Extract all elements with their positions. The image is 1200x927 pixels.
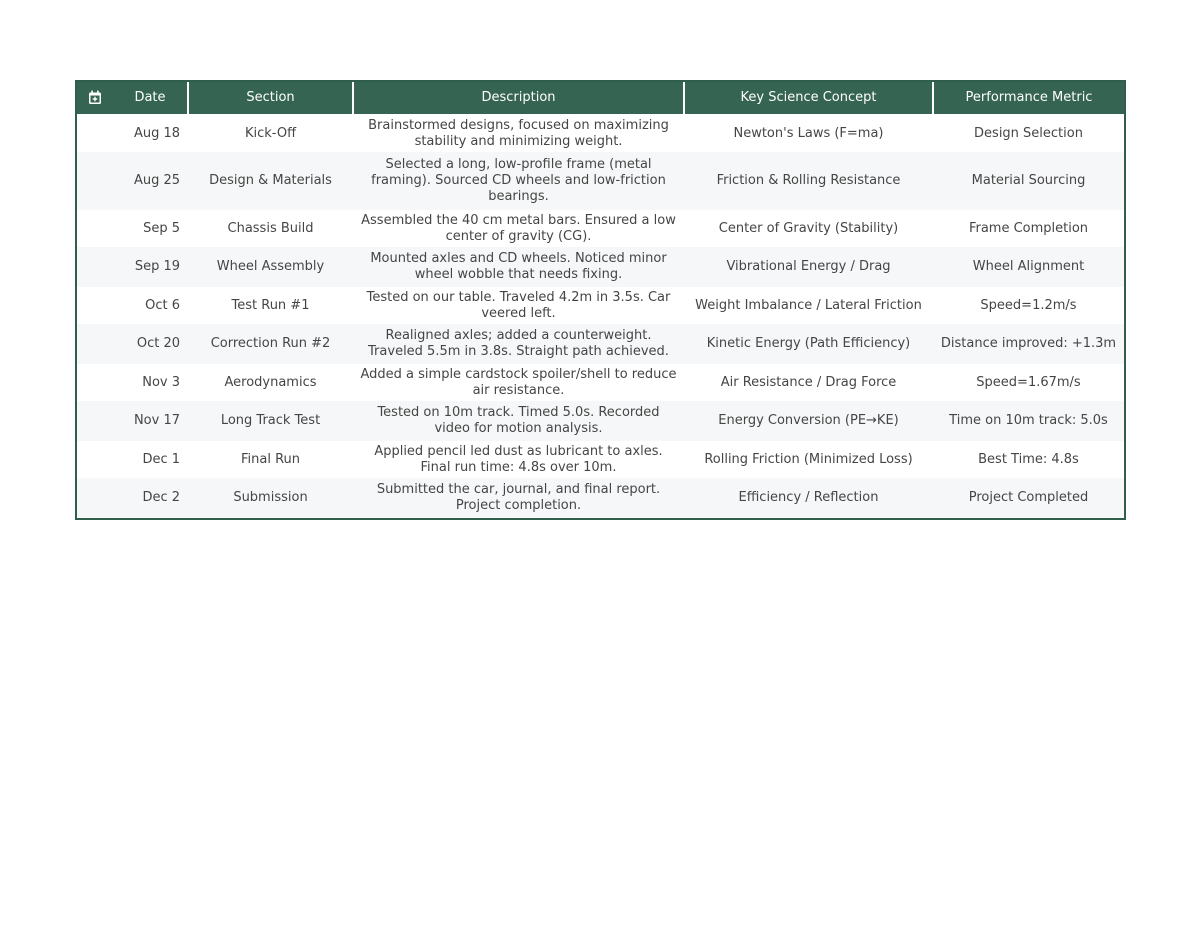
date-cell: Nov 17	[133, 413, 180, 428]
row-spacer-cell	[77, 478, 113, 517]
description-cell: Selected a long, low-profile frame (metal framing). Sourced CD wheels and low-friction bearings.	[371, 157, 666, 204]
metric-cell: Speed=1.2m/s	[980, 297, 1077, 313]
table-header-row	[77, 82, 1124, 115]
date-cell: Oct 20	[136, 336, 180, 351]
table-row	[77, 441, 1124, 478]
description-cell: Tested on our table. Traveled 4.2m in 3.5s. Car veered left.	[366, 289, 671, 321]
date-cell: Aug 18	[133, 126, 180, 142]
header-icon-cell	[77, 82, 113, 115]
table-row	[77, 324, 1124, 364]
column-header-performance-metric: Performance Metric	[933, 82, 1124, 115]
description-cell: Brainstormed designs, focused on maximizing stability and minimizing weight.	[368, 118, 669, 150]
row-spacer-cell	[77, 152, 113, 210]
row-spacer-cell	[77, 401, 113, 441]
concept-cell: Center of Gravity (Stability)	[718, 220, 899, 236]
concept-cell: Vibrational Energy / Drag	[726, 259, 891, 274]
table-row	[77, 401, 1124, 441]
concept-cell: Energy Conversion (PE→KE)	[718, 413, 899, 428]
section-cell: Kick-Off	[244, 126, 297, 142]
description-cell: Mounted axles and CD wheels. Noticed minor wheel wobble that needs fixing.	[370, 251, 667, 282]
table-row	[77, 247, 1124, 287]
metric-cell: Material Sourcing	[971, 173, 1086, 188]
description-cell: Submitted the car, journal, and final report. Project completion.	[376, 481, 661, 513]
section-cell: Aerodynamics	[224, 374, 317, 390]
row-spacer-cell	[77, 287, 113, 324]
table-row	[77, 478, 1124, 517]
section-cell: Correction Run #2	[210, 336, 331, 351]
section-cell: Chassis Build	[227, 220, 314, 236]
calendar-icon	[88, 90, 102, 105]
project-log-table	[77, 82, 1124, 517]
metric-cell: Speed=1.67m/s	[976, 374, 1081, 390]
section-cell: Final Run	[240, 451, 301, 467]
row-spacer-cell	[77, 364, 113, 401]
metric-cell: Distance improved: +1.3m	[940, 336, 1117, 351]
table-row	[77, 287, 1124, 324]
date-cell: Dec 1	[142, 451, 180, 467]
date-cell: Nov 3	[142, 374, 180, 390]
date-cell: Oct 6	[145, 297, 180, 313]
concept-cell: Rolling Friction (Minimized Loss)	[704, 451, 913, 467]
concept-cell: Efficiency / Reflection	[738, 489, 879, 505]
row-spacer-cell	[77, 324, 113, 364]
concept-cell: Air Resistance / Drag Force	[720, 374, 897, 390]
column-header-key-science-concept: Key Science Concept	[684, 82, 933, 115]
metric-cell: Project Completed	[968, 489, 1089, 505]
section-cell: Test Run #1	[231, 297, 310, 313]
description-cell: Assembled the 40 cm metal bars. Ensured a low center of gravity (CG).	[361, 212, 676, 244]
section-cell: Design & Materials	[209, 173, 332, 188]
concept-cell: Newton's Laws (F=ma)	[733, 126, 884, 142]
metric-cell: Design Selection	[974, 126, 1083, 142]
table-row	[77, 364, 1124, 401]
date-cell: Aug 25	[133, 173, 180, 188]
description-cell: Tested on 10m track. Timed 5.0s. Recorded video for motion analysis.	[377, 405, 660, 436]
section-cell: Wheel Assembly	[216, 259, 325, 274]
section-cell: Submission	[233, 489, 308, 505]
date-cell: Dec 2	[142, 489, 180, 505]
column-header-section: Section	[188, 82, 353, 115]
concept-cell: Kinetic Energy (Path Efficiency)	[706, 336, 911, 351]
log-table-container	[75, 80, 1126, 520]
metric-cell: Best Time: 4.8s	[978, 451, 1079, 467]
column-header-description: Description	[353, 82, 684, 115]
date-cell: Sep 5	[143, 220, 180, 236]
concept-cell: Friction & Rolling Resistance	[716, 173, 901, 188]
metric-cell: Frame Completion	[968, 220, 1089, 236]
description-cell: Added a simple cardstock spoiler/shell to reduce air resistance.	[360, 366, 677, 398]
section-cell: Long Track Test	[220, 413, 321, 428]
table-row	[77, 210, 1124, 247]
table-row	[77, 115, 1124, 152]
table-row	[77, 152, 1124, 210]
row-spacer-cell	[77, 210, 113, 247]
metric-cell: Wheel Alignment	[972, 259, 1085, 274]
row-spacer-cell	[77, 115, 113, 152]
row-spacer-cell	[77, 247, 113, 287]
description-cell: Applied pencil led dust as lubricant to axles. Final run time: 4.8s over 10m.	[374, 443, 663, 475]
column-header-date: Date	[113, 82, 188, 115]
description-cell: Realigned axles; added a counterweight. Traveled 5.5m in 3.8s. Straight path achieved.	[368, 328, 669, 359]
metric-cell: Time on 10m track: 5.0s	[949, 413, 1108, 428]
row-spacer-cell	[77, 441, 113, 478]
concept-cell: Weight Imbalance / Lateral Friction	[695, 297, 922, 313]
date-cell: Sep 19	[134, 259, 180, 274]
